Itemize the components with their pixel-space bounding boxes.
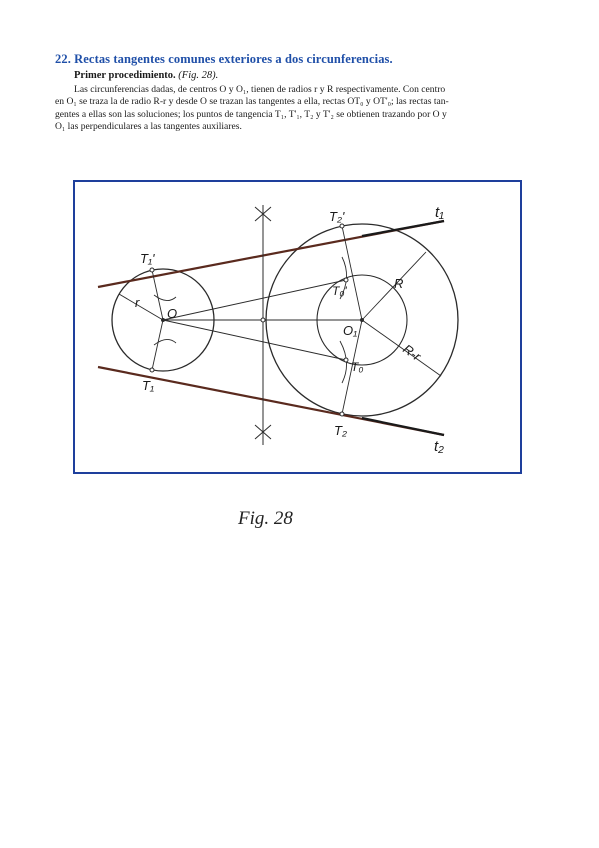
point-T1 <box>150 368 154 372</box>
label-T0p: T₀' <box>332 284 347 298</box>
label-T0: T₀ <box>351 360 364 374</box>
label-T1: T₁ <box>142 378 155 393</box>
paragraph-line: Las circunferencias dadas, de centros O y O₁, tienen de radios r y R respectivamente. Con centro <box>74 84 446 95</box>
figure-28-diagram <box>72 177 523 476</box>
point-T2 <box>340 412 344 416</box>
label-t1: t₁ <box>435 204 444 221</box>
radius-r <box>119 294 163 320</box>
procedure-label: Primer procedimiento. <box>74 70 176 81</box>
label-T2p: T₂' <box>329 209 345 224</box>
label-r: r <box>135 295 140 310</box>
figure-caption: Fig. 28 <box>238 508 293 529</box>
figure-frame <box>74 181 521 473</box>
label-O: O <box>167 306 178 321</box>
procedure-subheading <box>74 70 218 81</box>
radius-o-t1p <box>152 270 163 320</box>
point-O <box>161 318 165 322</box>
paragraph-line: en O₁ se traza la de radio R-r y desde O se trazan las tangentes a ella, rectas OT₀ y OT'₀; las rectas tan- <box>55 96 449 108</box>
paragraph-line: O₁ las perpendiculares a las tangentes auxiliares. <box>55 121 242 133</box>
auxiliary-tangent-upper <box>163 280 346 320</box>
radius-o1-t2p <box>342 226 362 320</box>
label-t2: t₂ <box>434 438 444 455</box>
point-T1p <box>150 268 154 272</box>
section-heading: 22. Rectas tangentes comunes exteriores a dos circunferencias. <box>55 52 393 66</box>
label-R: R <box>394 276 404 291</box>
label-R-minus-r: R-r <box>400 341 424 364</box>
point-O1 <box>360 318 364 322</box>
auxiliary-tangent-lower <box>163 320 346 360</box>
paragraph-line: gentes a ellas son las soluciones; los puntos de tangencia T₁, T'₁, T₂ y T'₂ se obtienen trazando por O y <box>55 108 447 120</box>
label-T1p: T₁' <box>140 251 155 266</box>
radius-R-minus-r <box>362 320 441 376</box>
point-T0p <box>344 278 348 282</box>
procedure-paragraph <box>55 84 555 134</box>
label-O1: O₁ <box>343 323 358 338</box>
figure-reference: (Fig. 28). <box>178 70 219 81</box>
point-T2p <box>340 224 344 228</box>
radius-o-t1 <box>152 320 163 370</box>
point-T0 <box>344 358 348 362</box>
label-T2: T₂ <box>334 423 347 438</box>
tangent-extension-t2 <box>362 418 444 435</box>
point-midpoint <box>261 318 265 322</box>
